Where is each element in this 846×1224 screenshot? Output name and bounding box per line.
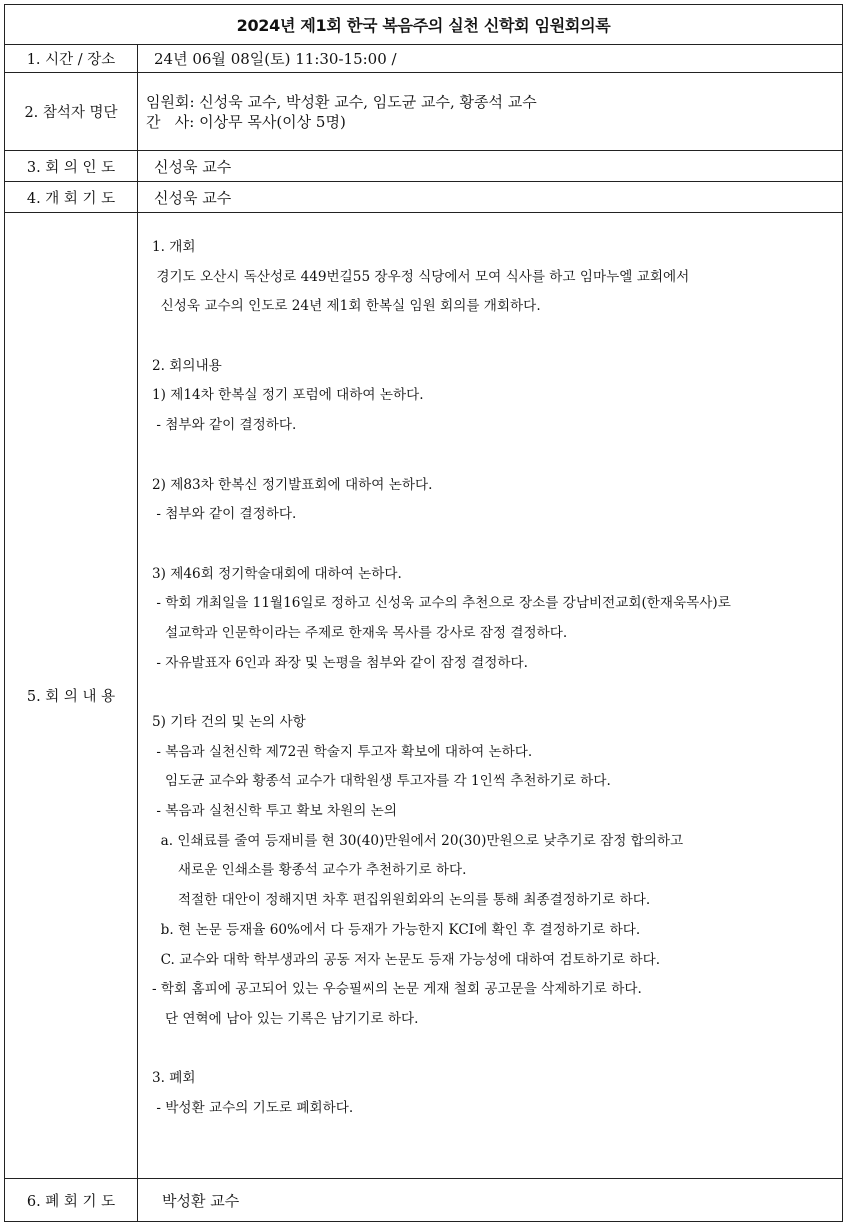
attendees-value <box>138 73 843 151</box>
content-line: - 첨부와 같이 결정하다. <box>152 506 297 523</box>
time-place-value: 24년 06월 08일(토) 11:30-15:00 / <box>138 45 843 73</box>
content-line: - 박성환 교수의 기도로 폐회하다. <box>152 1099 354 1116</box>
content-line: C. 교수와 대학 학부생과의 공동 저자 논문도 등재 가능성에 대하여 검토하기로 하다. <box>152 951 661 968</box>
content-line: 1. 개회 <box>152 239 196 255</box>
content-line: 5) 기타 건의 및 논의 사항 <box>152 714 306 730</box>
closing-prayer-value: 박성환 교수 <box>138 1179 843 1222</box>
attendees-row <box>5 73 843 151</box>
closing-prayer-label: 6. 폐 회 기 도 <box>5 1179 138 1222</box>
attendees-board-line: 임원회: 신성욱 교수, 박성환 교수, 임도균 교수, 황종석 교수 <box>146 92 537 111</box>
attendees-secretary-line: 간 사: 이상무 목사(이상 5명) <box>146 112 346 131</box>
title-row <box>5 5 843 45</box>
content-line: - 자유발표자 6인과 좌장 및 논평을 첨부와 같이 잠정 결정하다. <box>152 654 528 671</box>
content-line: 3) 제46회 정기학술대회에 대하여 논하다. <box>152 565 402 582</box>
content-line: 단 연혁에 남아 있는 기록은 남기기로 하다. <box>152 1010 419 1027</box>
content-line: 새로운 인쇄소를 황종석 교수가 추천하기로 하다. <box>152 862 467 879</box>
content-body <box>138 213 843 1179</box>
content-line: b. 현 논문 등재율 60%에서 다 등재가 가능한지 KCI에 확인 후 결정하기로 하다. <box>152 921 641 938</box>
content-line: - 복음과 실천신학 제72권 학술지 투고자 확보에 대하여 논하다. <box>152 743 533 760</box>
content-lines <box>152 233 836 1124</box>
opening-prayer-value: 신성욱 교수 <box>138 182 843 213</box>
content-line <box>152 1035 836 1065</box>
content-line: - 학회 홈피에 공고되어 있는 우승필씨의 논문 게재 철회 공고문을 삭제하기로 하다. <box>152 981 642 998</box>
opening-prayer-row <box>5 182 843 213</box>
content-line: - 첨부와 같이 결정하다. <box>152 417 297 434</box>
content-line <box>152 530 836 560</box>
content-line: 적절한 대안이 정해지면 차후 편집위원회와의 논의를 통해 최종결정하기로 하다. <box>152 892 651 909</box>
content-line <box>152 322 836 352</box>
minutes-table <box>4 4 843 1222</box>
content-row <box>5 213 843 1179</box>
content-line: 임도균 교수와 황종석 교수가 대학원생 투고자를 각 1인씩 추천하기로 하다. <box>152 773 611 790</box>
content-line: - 복음과 실천신학 투고 확보 차원의 논의 <box>152 803 397 820</box>
content-line <box>152 441 836 471</box>
content-line <box>152 678 836 708</box>
document-title: 2024년 제1회 한국 복음주의 실천 신학회 임원회의록 <box>5 5 843 45</box>
content-line: 설교학과 인문학이라는 주제로 한재욱 목사를 강사로 잠정 결정하다. <box>152 624 568 641</box>
closing-prayer-row <box>5 1179 843 1222</box>
content-line: 2. 회의내용 <box>152 357 222 374</box>
content-line: a. 인쇄료를 줄여 등재비를 현 30(40)만원에서 20(30)만원으로 낮추기로 잠정 합의하고 <box>152 832 684 849</box>
attendees-label: 2. 참석자 명단 <box>5 73 138 151</box>
leader-label: 3. 회 의 인 도 <box>5 151 138 182</box>
leader-row <box>5 151 843 182</box>
time-place-label: 1. 시간 / 장소 <box>5 45 138 73</box>
time-place-row <box>5 45 843 73</box>
content-label: 5. 회 의 내 용 <box>5 213 138 1179</box>
content-line: 3. 폐회 <box>152 1070 196 1087</box>
leader-value: 신성욱 교수 <box>138 151 843 182</box>
content-line: 1) 제14차 한복실 정기 포럼에 대하여 논하다. <box>152 387 424 404</box>
content-line: 경기도 오산시 독산성로 449번길55 장우정 식당에서 모여 식사를 하고 임마누엘 교회에서 <box>152 268 690 285</box>
content-line: 2) 제83차 한복신 정기발표회에 대하여 논하다. <box>152 476 433 493</box>
opening-prayer-label: 4. 개 회 기 도 <box>5 182 138 213</box>
content-line: - 학회 개최일을 11월16일로 정하고 신성욱 교수의 추천으로 장소를 강남비전교회(한재욱목사)로 <box>152 595 731 612</box>
content-line: 신성욱 교수의 인도로 24년 제1회 한복실 임원 회의를 개회하다. <box>152 298 541 315</box>
